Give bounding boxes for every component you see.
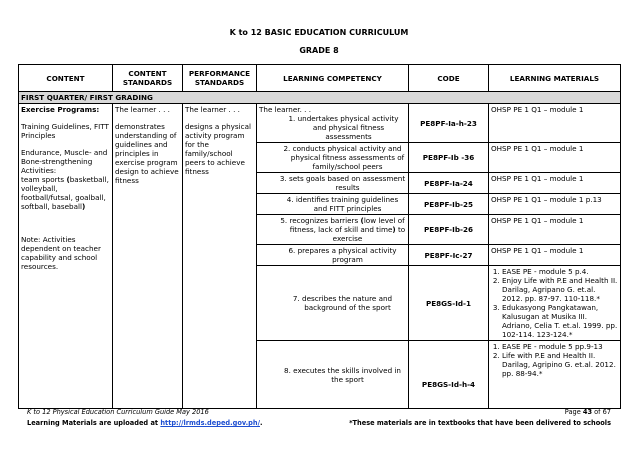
content-p3-paren-open: ( xyxy=(66,175,70,184)
competency-cell xyxy=(257,104,409,143)
lrmds-link[interactable]: http://lrmds.deped.gov.ph/ xyxy=(160,419,260,427)
materials-cell: OHSP PE 1 Q1 – module 1 xyxy=(489,143,621,173)
list-item: 2. Life with P.E and Health II. Darilag, Agripino G. et.al. 2012. pp. 88-94.* xyxy=(502,351,618,378)
competency-paren-open: ( xyxy=(360,216,364,225)
materials-cell xyxy=(489,341,621,409)
competency-text-a: 5. recognizes barriers xyxy=(280,216,361,225)
competency-text: 7. describes the nature and background of the sport xyxy=(292,294,393,312)
footer-page-number: 43 xyxy=(582,408,593,416)
table-row xyxy=(19,104,621,143)
materials-cell: OHSP PE 1 Q1 – module 1 xyxy=(489,173,621,194)
competency-text xyxy=(279,216,406,243)
content-p2: Endurance, Muscle- and Bone-strengthening Activities: xyxy=(21,148,108,175)
col-header-code: CODE xyxy=(409,65,489,92)
footer-upload-suffix: . xyxy=(260,419,263,427)
competency-cell xyxy=(257,245,409,266)
performance-standards-cell xyxy=(183,104,257,409)
materials-cell: OHSP PE 1 Q1 – module 1 xyxy=(489,215,621,245)
code-cell: PE8PF-Ia-24 xyxy=(409,173,489,194)
footer-guide: K to 12 Physical Education Curriculum Guide May 2016 xyxy=(27,408,209,416)
code-cell: PE8PF-Ib-25 xyxy=(409,194,489,215)
footer-note: *These materials are in textbooks that have been delivered to schools xyxy=(349,419,611,427)
competency-cell xyxy=(257,173,409,194)
content-standards-p2: demonstrates understanding of guidelines and principles in exercise program design to achieve fitness xyxy=(115,122,179,185)
competency-cell xyxy=(257,143,409,173)
materials-list xyxy=(491,342,618,378)
materials-cell xyxy=(489,266,621,341)
col-header-learning-materials: LEARNING MATERIALS xyxy=(489,65,621,92)
code-cell: PE8PF-Ia-h-23 xyxy=(409,104,489,143)
code-cell: PE8PF-Ib-26 xyxy=(409,215,489,245)
competency-text: 3. sets goals based on assessment results xyxy=(279,174,406,192)
col-header-learning-competency: LEARNING COMPETENCY xyxy=(257,65,409,92)
curriculum-table xyxy=(18,64,621,409)
footer-page-of: of 67 xyxy=(592,408,611,416)
list-item: 3. Edukasyong Pangkatawan, Kalusugan at Musika III. Adriano, Celia T. et.al. 1999. pp. 102-114. 123-124.* xyxy=(502,303,618,339)
performance-standards-p1: The learner . . . xyxy=(185,105,240,114)
content-p3-text: team sports xyxy=(21,175,67,184)
section-title: FIRST QUARTER/ FIRST GRADING xyxy=(19,92,621,104)
list-item: 1. EASE PE - module 5 p.4. xyxy=(502,267,618,276)
competency-cell xyxy=(257,215,409,245)
competency-text: 6. prepares a physical activity program xyxy=(288,246,397,264)
competency-text: 4. identifies training guidelines and FITT principles xyxy=(286,195,399,213)
materials-cell: OHSP PE 1 Q1 – module 1 xyxy=(489,104,621,143)
content-standards-cell xyxy=(113,104,183,409)
footer-upload-prefix: Learning Materials are uploaded at xyxy=(27,419,161,427)
competency-text: 1. undertakes physical activity and physical fitness assessments xyxy=(288,114,399,141)
code-cell: PE8PF-Ic-27 xyxy=(409,245,489,266)
section-row xyxy=(19,92,621,104)
code-cell: PE8PF-Ib -36 xyxy=(409,143,489,173)
performance-standards-p2: designs a physical activity program for the family/school peers to achieve fitness xyxy=(185,122,252,176)
competency-cell xyxy=(257,194,409,215)
materials-cell: OHSP PE 1 Q1 – module 1 xyxy=(489,245,621,266)
competency-cell xyxy=(257,341,409,409)
content-p3 xyxy=(21,175,110,211)
competency-text: 2. conducts physical activity and physical fitness assessments of family/school peers xyxy=(283,144,405,171)
content-cell xyxy=(19,104,113,409)
competency-text-e: to exercise xyxy=(332,225,406,243)
competency-text: 8. executes the skills involved in the sport xyxy=(284,365,401,384)
code-cell: PE8GS-Id-h-4 xyxy=(409,341,489,409)
content-note: Note: Activities dependent on teacher capability and school resources. xyxy=(21,235,101,271)
document-title: K to 12 BASIC EDUCATION CURRICULUM xyxy=(229,28,409,37)
content-p1: Training Guidelines, FITT Principles xyxy=(21,122,109,140)
materials-list xyxy=(491,267,618,339)
footer-upload xyxy=(27,419,263,427)
content-heading: Exercise Programs: xyxy=(21,105,100,114)
col-header-performance-standards: PERFORMANCE STANDARDS xyxy=(183,65,257,92)
list-item: 1. EASE PE - module 5 pp.9-13 xyxy=(502,342,618,351)
competency-lead: The learner. . . xyxy=(259,105,311,114)
materials-cell: OHSP PE 1 Q1 – module 1 p.13 xyxy=(489,194,621,215)
grade-level: GRADE 8 xyxy=(299,46,339,55)
list-item: 2. Enjoy Life with P.E and Health II. Darilag, Agripano G. et.al. 2012. pp. 87-97. 110-118.* xyxy=(502,276,618,303)
header-row xyxy=(19,65,621,92)
footer-page-prefix: Page xyxy=(564,408,583,416)
content-p3-sports: basketball, volleyball, football/futsal, goalball, softball, baseball xyxy=(21,175,109,211)
footer-page xyxy=(565,408,611,416)
competency-cell xyxy=(257,266,409,341)
competency-paren-close: ) xyxy=(392,225,396,234)
col-header-content-standards: CONTENT STANDARDS xyxy=(113,65,183,92)
code-cell: PE8GS-Id-1 xyxy=(409,266,489,341)
content-p3-paren-close: ) xyxy=(82,202,86,211)
competency-text-c: low level of fitness, lack of skill and time xyxy=(289,216,405,234)
content-standards-p1: The learner . . . xyxy=(115,105,170,114)
col-header-content: CONTENT xyxy=(19,65,113,92)
